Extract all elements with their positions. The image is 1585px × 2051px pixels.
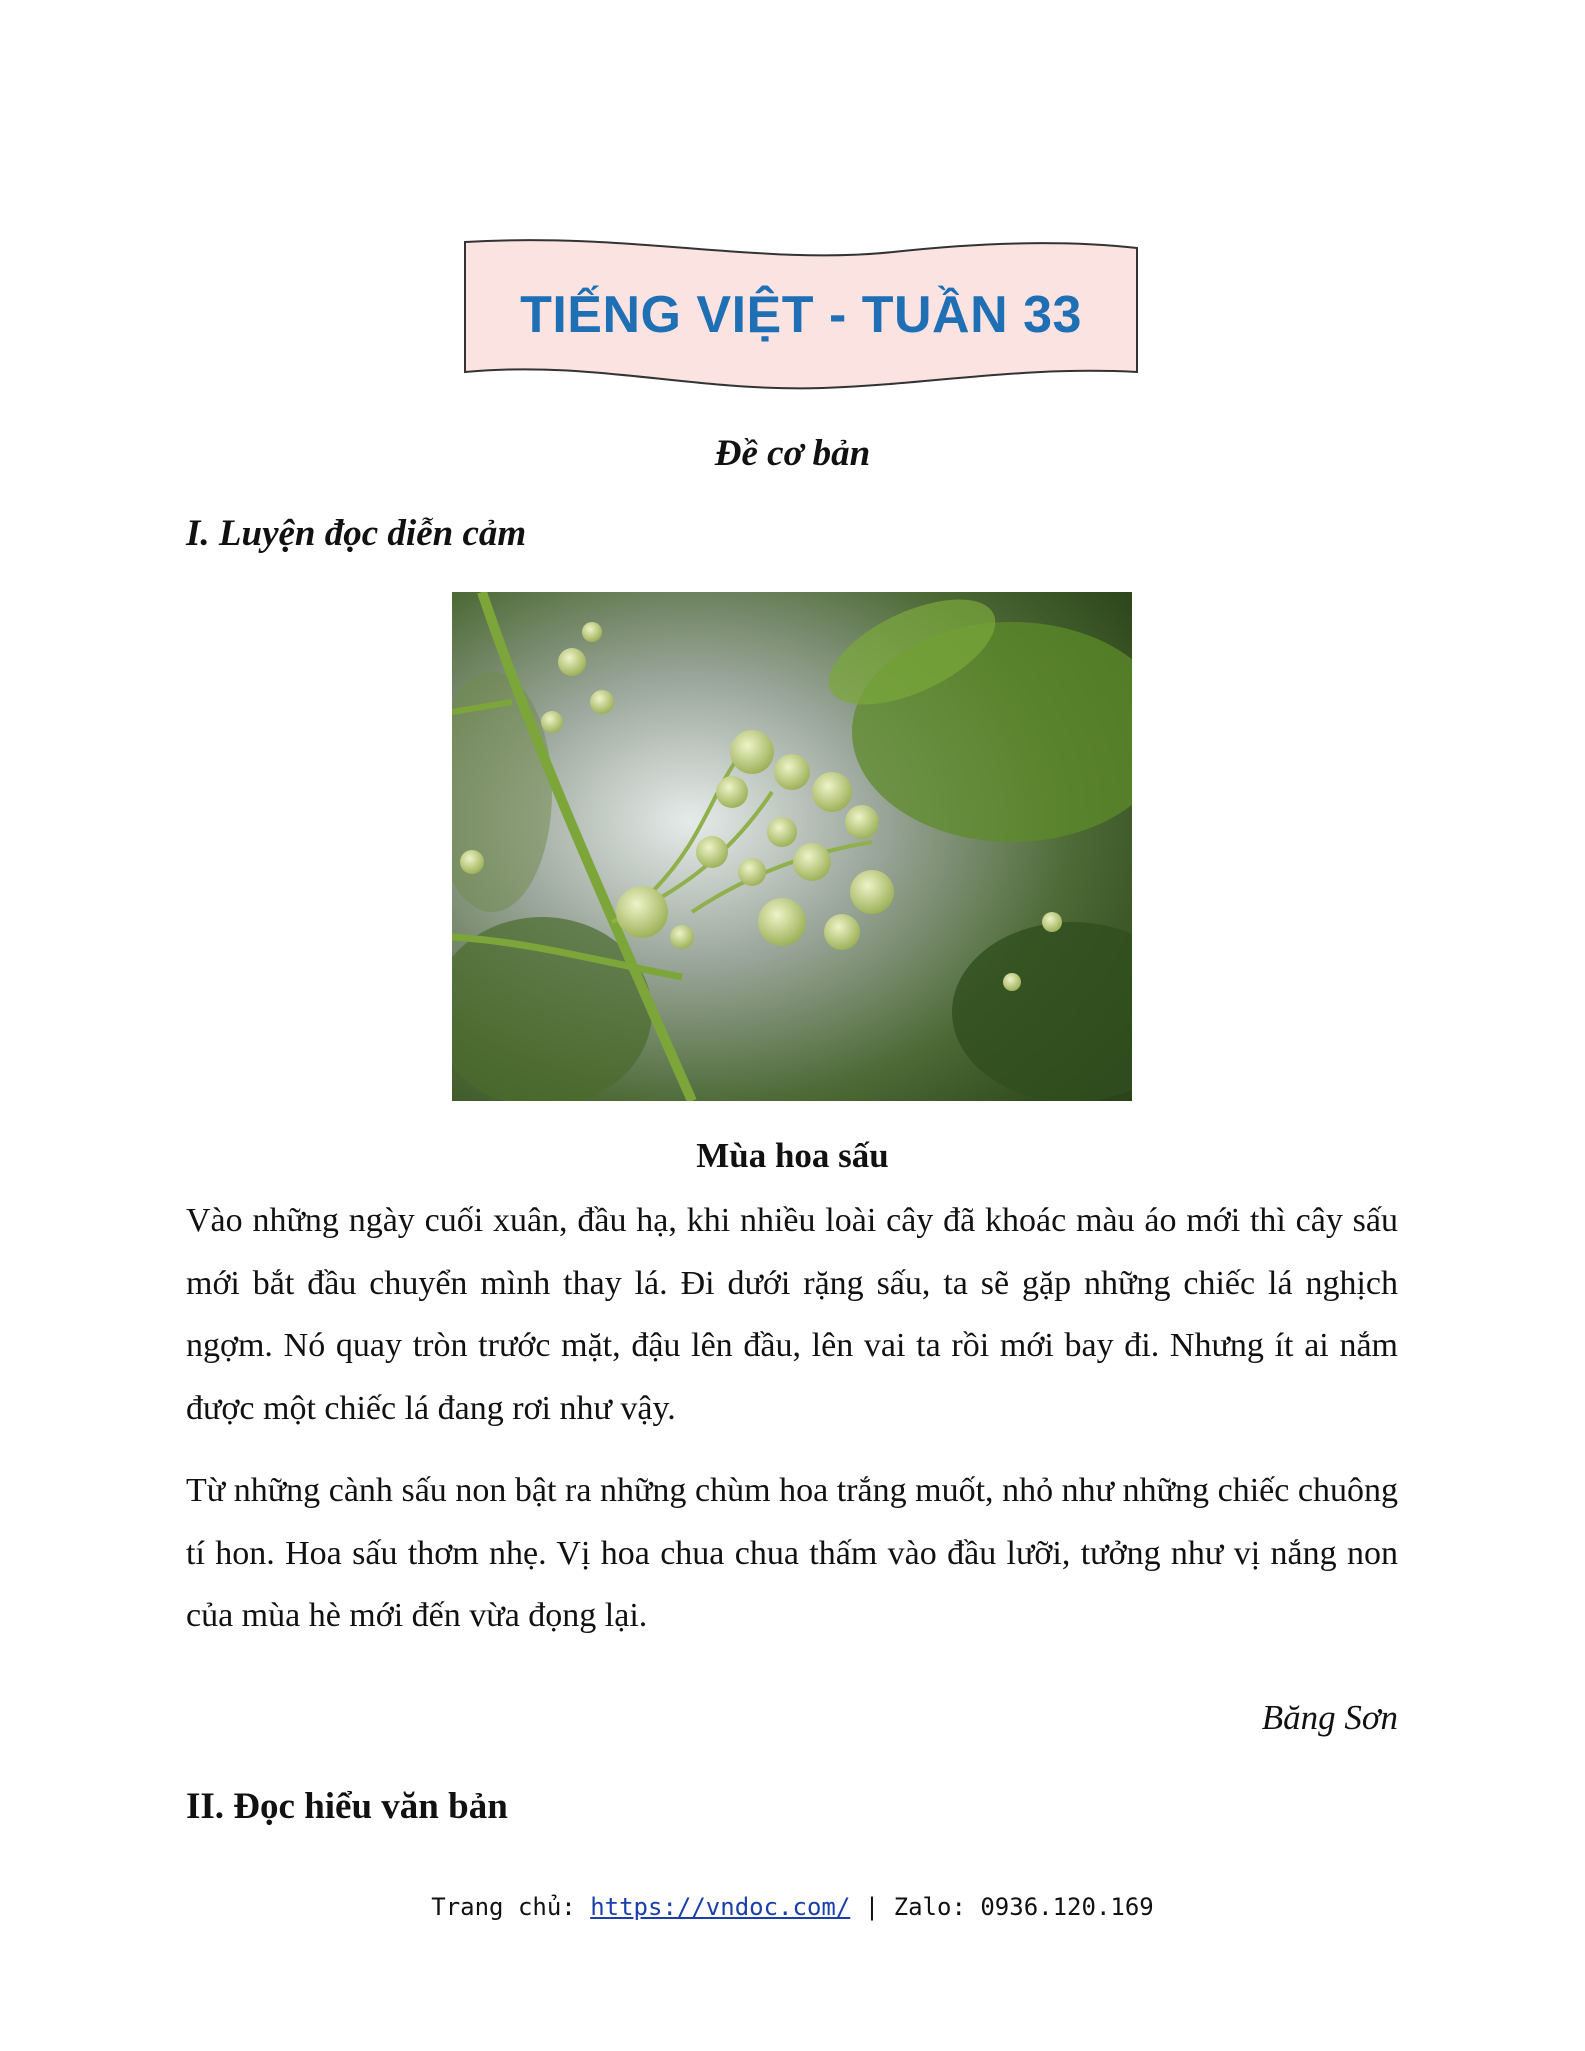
exam-subtitle: Đề cơ bản xyxy=(714,433,871,474)
section-heading-reading: I. Luyện đọc diễn cảm xyxy=(186,513,527,554)
reading-paragraph-1: Vào những ngày cuối xuân, đầu hạ, khi nhiều loài cây đã khoác màu áo mới thì cây sấu mới bắt đầu chuyển mình thay lá. Đi dưới rặng sấu, ta sẽ gặp những chiếc lá nghịch ngợm. Nó quay tròn trước mặt, đậu lên đầu, lên vai ta rồi mới bay đi. Nhưng ít ai nắm được một chiếc lá đang rơi như vậy. xyxy=(186,1202,1398,1427)
reading-title: Mùa hoa sấu xyxy=(696,1136,889,1175)
section-heading-comprehension: II. Đọc hiểu văn bản xyxy=(186,1786,508,1827)
author-name: Băng Sơn xyxy=(1261,1698,1398,1737)
reading-paragraph-2: Từ những cành sấu non bật ra những chùm hoa trắng muốt, nhỏ như những chiếc chuông tí hon. Hoa sấu thơm nhẹ. Vị hoa chua chua thấm vào đầu lưỡi, tưởng như vị nắng non của mùa hè mới đến vừa đọng lại. xyxy=(186,1472,1398,1634)
footer-separator: | xyxy=(850,1893,894,1921)
flower-photo-icon xyxy=(452,592,1132,1101)
page-footer xyxy=(0,1893,1585,1921)
title-banner xyxy=(463,238,1139,391)
page-title: TIẾNG VIỆT - TUẦN 33 xyxy=(520,285,1082,344)
footer-zalo: Zalo: 0936.120.169 xyxy=(893,1893,1154,1921)
footer-home-label: Trang chủ: xyxy=(431,1893,591,1921)
flower-photo xyxy=(452,592,1132,1101)
footer-home-link[interactable]: https://vndoc.com/ xyxy=(590,1893,851,1921)
